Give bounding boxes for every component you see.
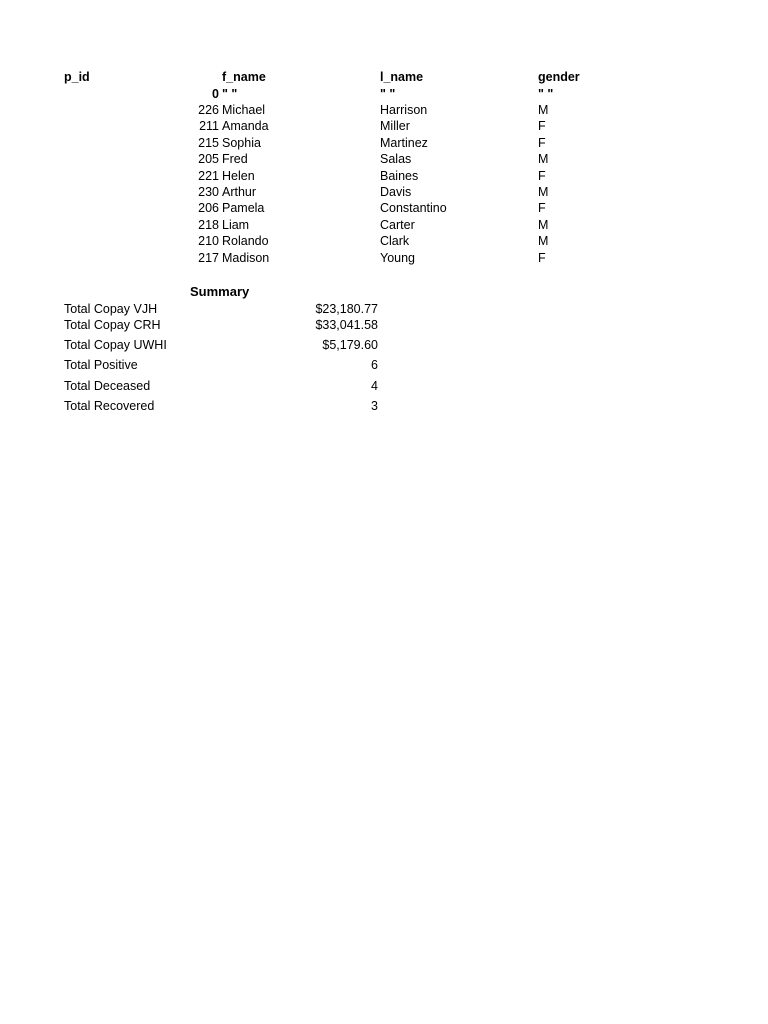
- cell-l-name: Constantino: [380, 201, 447, 216]
- summary-row-total-recovered: [0, 398, 768, 414]
- cell-f-name: Pamela: [222, 201, 265, 216]
- cell-l-name: Young: [380, 250, 415, 265]
- cell-f-name: Sophia: [222, 135, 261, 150]
- cell-gender: M: [538, 234, 549, 249]
- cell-f-name: Arthur: [222, 184, 257, 199]
- cell-l-name: Davis: [380, 184, 412, 199]
- cell-gender: M: [538, 184, 549, 199]
- cell-p-id: 210: [198, 234, 219, 249]
- table-row: [0, 184, 768, 200]
- table-row: [0, 135, 768, 151]
- subheader-gender: " ": [538, 87, 554, 101]
- patient-table: [0, 102, 768, 266]
- cell-l-name: Baines: [380, 168, 419, 183]
- subheader-f-name: " ": [222, 87, 238, 101]
- cell-gender: F: [538, 250, 546, 265]
- summary-value: $23,180.77: [315, 302, 378, 316]
- cell-l-name: Salas: [380, 152, 412, 167]
- cell-gender: M: [538, 217, 549, 232]
- summary-value: $33,041.58: [315, 318, 378, 332]
- table-row: [0, 200, 768, 216]
- cell-gender: F: [538, 201, 546, 216]
- cell-gender: M: [538, 103, 549, 117]
- cell-f-name: Helen: [222, 168, 255, 183]
- summary-row-total-positive: [0, 357, 768, 373]
- summary-label: Total Copay CRH: [64, 318, 161, 332]
- summary-title: Summary: [190, 284, 250, 299]
- table-row: [0, 233, 768, 249]
- summary-value: 6: [371, 358, 378, 372]
- cell-f-name: Liam: [222, 217, 250, 232]
- summary-value: $5,179.60: [322, 338, 378, 352]
- cell-gender: F: [538, 168, 546, 183]
- cell-p-id: 217: [198, 250, 219, 265]
- cell-f-name: Rolando: [222, 234, 269, 249]
- cell-f-name: Fred: [222, 152, 248, 167]
- summary-label: Total Deceased: [64, 379, 151, 393]
- summary-label: Total Copay VJH: [64, 302, 158, 316]
- cell-l-name: Clark: [380, 234, 410, 249]
- header-p-id: p_id: [64, 70, 90, 84]
- cell-p-id: 205: [198, 152, 219, 167]
- summary-value: 4: [371, 379, 378, 393]
- header-f-name: f_name: [222, 70, 266, 84]
- subheader-p-id: 0: [212, 87, 219, 101]
- cell-gender: M: [538, 152, 549, 167]
- summary-label: Total Positive: [64, 358, 138, 372]
- summary-label: Total Copay UWHI: [64, 338, 167, 352]
- summary-value: 3: [371, 399, 378, 413]
- summary-label: Total Recovered: [64, 399, 155, 413]
- cell-p-id: 230: [198, 184, 219, 199]
- summary-row-copay-crh: [0, 317, 768, 333]
- cell-f-name: Madison: [222, 250, 270, 265]
- cell-p-id: 221: [198, 168, 219, 183]
- cell-p-id: 218: [198, 217, 219, 232]
- cell-l-name: Martinez: [380, 135, 428, 150]
- table-row: [0, 250, 768, 266]
- cell-p-id: 211: [199, 119, 219, 134]
- cell-gender: F: [538, 119, 546, 134]
- cell-p-id: 226: [198, 103, 219, 117]
- cell-l-name: Miller: [380, 119, 410, 134]
- table-row: [0, 168, 768, 184]
- header-gender: gender: [538, 70, 580, 84]
- table-row: [0, 102, 768, 118]
- summary-row-copay-vjh: [0, 301, 768, 317]
- summary-row-total-deceased: [0, 378, 768, 394]
- cell-l-name: Carter: [380, 217, 415, 232]
- cell-p-id: 215: [198, 135, 219, 150]
- subheader-l-name: " ": [380, 87, 396, 101]
- table-row: [0, 118, 768, 134]
- table-row: [0, 151, 768, 167]
- cell-p-id: 206: [198, 201, 219, 216]
- summary-row-copay-uwhi: [0, 337, 768, 353]
- cell-l-name: Harrison: [380, 103, 428, 117]
- cell-f-name: Michael: [222, 103, 266, 117]
- cell-gender: F: [538, 135, 546, 150]
- cell-f-name: Amanda: [222, 119, 269, 134]
- table-row: [0, 217, 768, 233]
- header-l-name: l_name: [380, 70, 424, 84]
